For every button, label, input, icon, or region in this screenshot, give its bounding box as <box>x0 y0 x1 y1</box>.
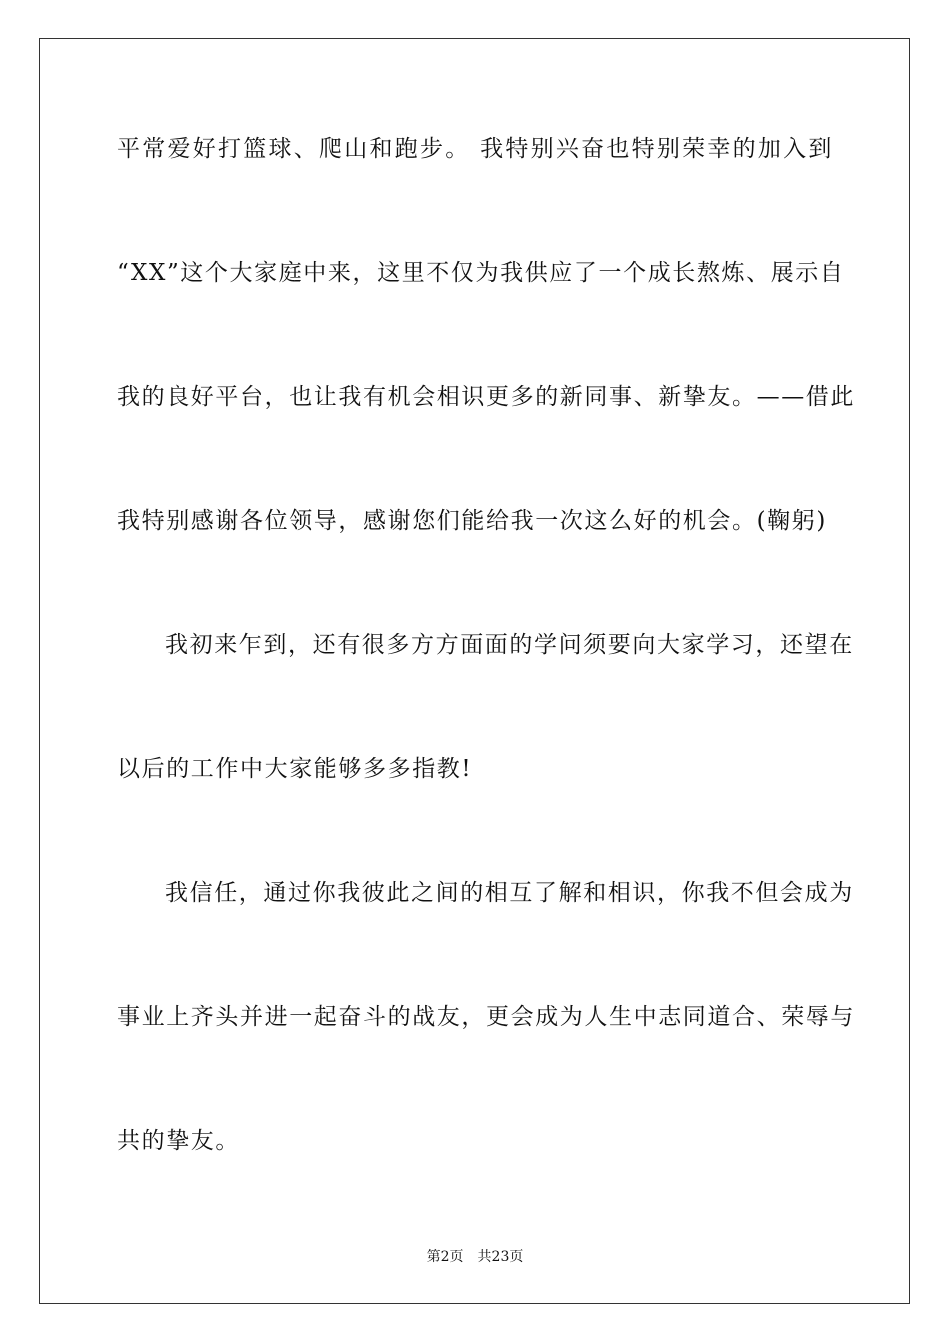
paragraph-line-1: 平常爱好打篮球、爬山和跑步。 我特别兴奋也特别荣幸的加入到 <box>117 136 833 162</box>
paragraph-line-6: 以后的工作中大家能够多多指教! <box>117 756 473 782</box>
paragraph-line-2: “XX”这个大家庭中来，这里不仅为我供应了一个成长熬炼、展示自 <box>117 260 845 286</box>
page-border <box>39 38 910 1304</box>
paragraph-line-5: 我初来乍到，还有很多方方面面的学问须要向大家学习，还望在 <box>165 632 854 658</box>
page-number-footer: 第2页 共23页 <box>426 1249 524 1265</box>
paragraph-line-7: 我信任，通过你我彼此之间的相互了解和相识，你我不但会成为 <box>165 880 854 906</box>
paragraph-line-3: 我的良好平台，也让我有机会相识更多的新同事、新挚友。——借此 <box>117 384 855 410</box>
paragraph-line-9: 共的挚友。 <box>117 1128 240 1154</box>
paragraph-line-8: 事业上齐头并进一起奋斗的战友，更会成为人生中志同道合、荣辱与 <box>117 1004 855 1030</box>
paragraph-line-4: 我特别感谢各位领导，感谢您们能给我一次这么好的机会。(鞠躬) <box>117 508 827 534</box>
